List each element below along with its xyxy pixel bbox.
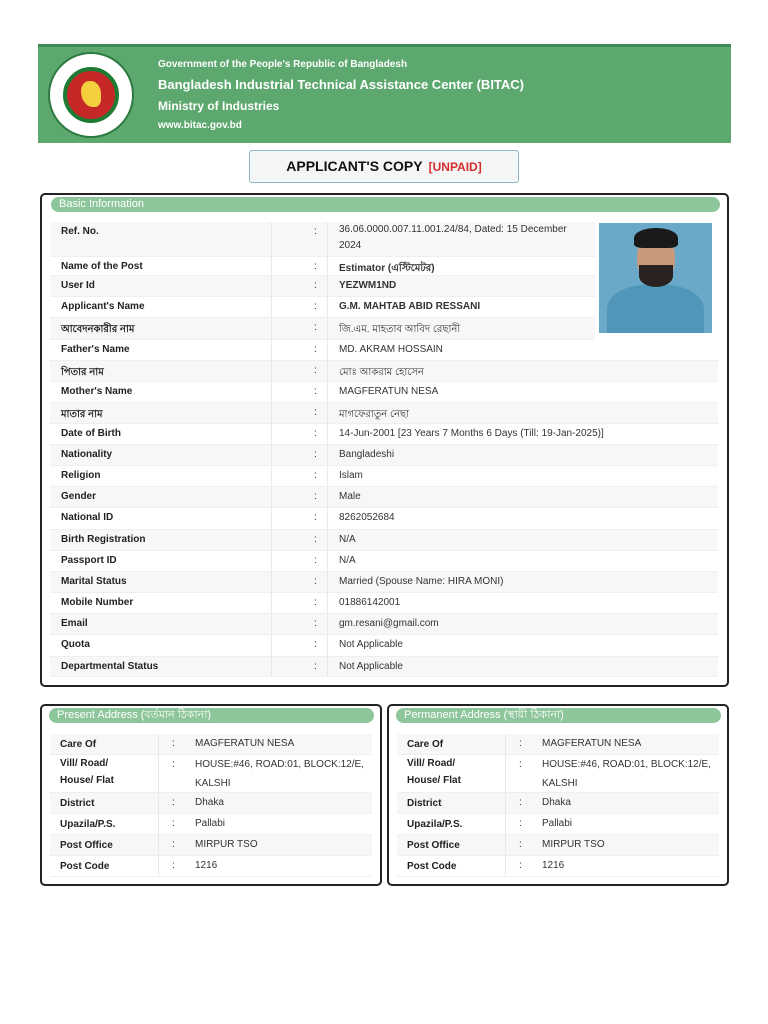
address-value: Dhaka	[542, 797, 571, 808]
info-label: Departmental Status	[61, 661, 159, 672]
colon-separator: :	[314, 428, 317, 439]
colon-separator: :	[314, 226, 317, 237]
address-label: Vill/ Road/ House/ Flat	[60, 758, 114, 786]
address-value: 1216	[195, 860, 218, 871]
address-row	[397, 734, 719, 755]
info-label: Gender	[61, 491, 97, 502]
info-label: Ref. No.	[61, 226, 99, 237]
address-value: Dhaka	[195, 797, 224, 808]
colon-separator: :	[314, 301, 317, 312]
colon-separator: :	[314, 555, 317, 566]
photo-shirt	[607, 285, 704, 333]
info-value: Married (Spouse Name: HIRA MONI)	[339, 576, 504, 587]
section-title-basic: Basic Information	[51, 197, 720, 212]
info-label: Mother's Name	[61, 386, 133, 397]
info-row	[50, 276, 595, 297]
info-label: Date of Birth	[61, 428, 121, 439]
address-label: Upazila/P.S.	[60, 819, 116, 830]
info-row	[50, 593, 718, 614]
address-value: Pallabi	[195, 818, 226, 829]
info-row	[50, 530, 718, 551]
info-row	[50, 445, 718, 466]
info-value: Islam	[339, 470, 363, 481]
info-value: MD. AKRAM HOSSAIN	[339, 344, 443, 355]
colon-separator: :	[314, 618, 317, 629]
organization-name: Bangladesh Industrial Technical Assistance Center (BITAC)	[158, 77, 525, 92]
info-value: YEZWM1ND	[339, 280, 397, 291]
address-value: MIRPUR TSO	[195, 839, 258, 850]
address-label: Post Code	[60, 861, 110, 872]
colon-separator: :	[172, 797, 175, 808]
section-title-present: Present Address (বর্তমান ঠিকানা)	[49, 708, 374, 723]
address-row	[397, 835, 719, 856]
info-value: gm.resani@gmail.com	[339, 618, 439, 629]
info-value: জি.এম. মাহতাব আবিদ রেছানী	[339, 324, 461, 335]
address-label: Care Of	[60, 739, 97, 750]
info-label: Passport ID	[61, 555, 117, 566]
photo-beard	[639, 265, 673, 287]
info-row	[50, 382, 718, 403]
info-value: 8262052684	[339, 512, 395, 523]
info-row	[50, 297, 595, 318]
colon-separator: :	[314, 534, 317, 545]
info-label: Quota	[61, 639, 90, 650]
address-row	[397, 793, 719, 814]
address-row	[50, 856, 372, 877]
colon-separator: :	[314, 280, 317, 291]
info-value: MAGFERATUN NESA	[339, 386, 439, 397]
address-value: Pallabi	[542, 818, 573, 829]
address-row	[50, 734, 372, 755]
colon-separator: :	[314, 261, 317, 272]
colon-separator: :	[314, 470, 317, 481]
payment-status-badge: [UNPAID]	[428, 160, 482, 174]
colon-separator: :	[314, 344, 317, 355]
address-label: Care Of	[407, 739, 444, 750]
address-label: Post Office	[60, 840, 113, 851]
colon-separator: :	[314, 449, 317, 460]
government-seal-logo	[48, 52, 134, 138]
colon-separator: :	[172, 839, 175, 850]
info-label: User Id	[61, 280, 95, 291]
address-row	[50, 793, 372, 814]
colon-separator: :	[314, 576, 317, 587]
copy-label: APPLICANT'S COPY	[286, 158, 423, 174]
colon-separator: :	[172, 738, 175, 749]
government-name: Government of the People's Republic of Bangladesh	[158, 59, 408, 70]
info-label: মাতার নাম	[61, 409, 103, 420]
page-header	[38, 44, 731, 143]
info-value: 01886142001	[339, 597, 401, 608]
colon-separator: :	[314, 597, 317, 608]
info-label: Email	[61, 618, 88, 629]
info-value: G.M. MAHTAB ABID RESSANI	[339, 301, 481, 312]
colon-separator: :	[519, 860, 522, 871]
info-label: Birth Registration	[61, 534, 146, 545]
info-row	[50, 403, 718, 424]
info-row	[50, 508, 718, 530]
info-row	[50, 466, 718, 487]
info-row	[50, 487, 718, 508]
info-value: মোঃ আকরাম হোসেন	[339, 367, 424, 378]
colon-separator: :	[519, 797, 522, 808]
info-value: Not Applicable	[339, 639, 403, 650]
colon-separator: :	[314, 661, 317, 672]
address-value: HOUSE:#46, ROAD:01, BLOCK:12/E, KALSHI	[542, 759, 711, 789]
info-value: Estimator (এস্টিমেটর)	[339, 263, 435, 274]
info-value: N/A	[339, 534, 356, 545]
applicant-photo	[599, 223, 712, 333]
address-label: Upazila/P.S.	[407, 819, 463, 830]
colon-separator: :	[172, 759, 175, 770]
address-label: Vill/ Road/ House/ Flat	[407, 758, 461, 786]
info-value: N/A	[339, 555, 356, 566]
info-row	[50, 340, 718, 361]
address-value: MAGFERATUN NESA	[195, 738, 295, 749]
info-row	[50, 551, 718, 572]
address-value: HOUSE:#46, ROAD:01, BLOCK:12/E, KALSHI	[195, 759, 364, 789]
info-value: Male	[339, 491, 361, 502]
info-value: 14-Jun-2001 [23 Years 7 Months 6 Days (Till: 19-Jan-2025)]	[339, 428, 604, 439]
info-label: আবেদনকারীর নাম	[61, 324, 135, 335]
address-label: Post Code	[407, 861, 457, 872]
colon-separator: :	[314, 512, 317, 523]
info-row	[50, 361, 718, 382]
info-label: পিতার নাম	[61, 367, 104, 378]
info-label: Mobile Number	[61, 597, 134, 608]
info-label: Marital Status	[61, 576, 127, 587]
colon-separator: :	[519, 839, 522, 850]
colon-separator: :	[314, 407, 317, 418]
colon-separator: :	[314, 322, 317, 333]
info-value: 36.06.0000.007.11.001.24/84, Dated: 15 December 2024	[339, 224, 567, 251]
website-link[interactable]: www.bitac.gov.bd	[158, 120, 242, 131]
info-row	[50, 424, 718, 445]
address-row	[397, 856, 719, 877]
info-label: Name of the Post	[61, 261, 143, 272]
bangladesh-map-icon	[81, 81, 101, 107]
info-value: Bangladeshi	[339, 449, 395, 460]
info-label: Applicant's Name	[61, 301, 145, 312]
seal-red-circle	[63, 67, 119, 123]
info-value: মাগফেরাতুন নেছা	[339, 409, 409, 420]
info-value: Not Applicable	[339, 661, 403, 672]
colon-separator: :	[519, 759, 522, 770]
info-row	[50, 635, 718, 657]
info-label: Nationality	[61, 449, 113, 460]
address-label: District	[407, 798, 442, 809]
ministry-name: Ministry of Industries	[158, 99, 280, 113]
address-value: MAGFERATUN NESA	[542, 738, 642, 749]
info-row	[50, 257, 595, 276]
info-row	[50, 222, 595, 257]
colon-separator: :	[314, 386, 317, 397]
address-label: District	[60, 798, 95, 809]
colon-separator: :	[314, 639, 317, 650]
address-row	[397, 755, 719, 793]
colon-separator: :	[172, 818, 175, 829]
address-value: 1216	[542, 860, 565, 871]
address-row	[397, 814, 719, 835]
info-label: National ID	[61, 512, 114, 523]
colon-separator: :	[172, 860, 175, 871]
section-title-permanent: Permanent Address (স্থায়ী ঠিকানা)	[396, 708, 721, 723]
address-label: Post Office	[407, 840, 460, 851]
info-row	[50, 572, 718, 593]
colon-separator: :	[314, 365, 317, 376]
applicant-copy-banner	[249, 150, 519, 183]
photo-hair	[634, 228, 678, 248]
info-row	[50, 318, 595, 340]
address-row	[50, 755, 372, 793]
address-row	[50, 835, 372, 856]
address-row	[50, 814, 372, 835]
info-label: Religion	[61, 470, 101, 481]
colon-separator: :	[314, 491, 317, 502]
colon-separator: :	[519, 738, 522, 749]
info-label: Father's Name	[61, 344, 130, 355]
address-value: MIRPUR TSO	[542, 839, 605, 850]
colon-separator: :	[519, 818, 522, 829]
info-row	[50, 657, 718, 677]
info-row	[50, 614, 718, 635]
